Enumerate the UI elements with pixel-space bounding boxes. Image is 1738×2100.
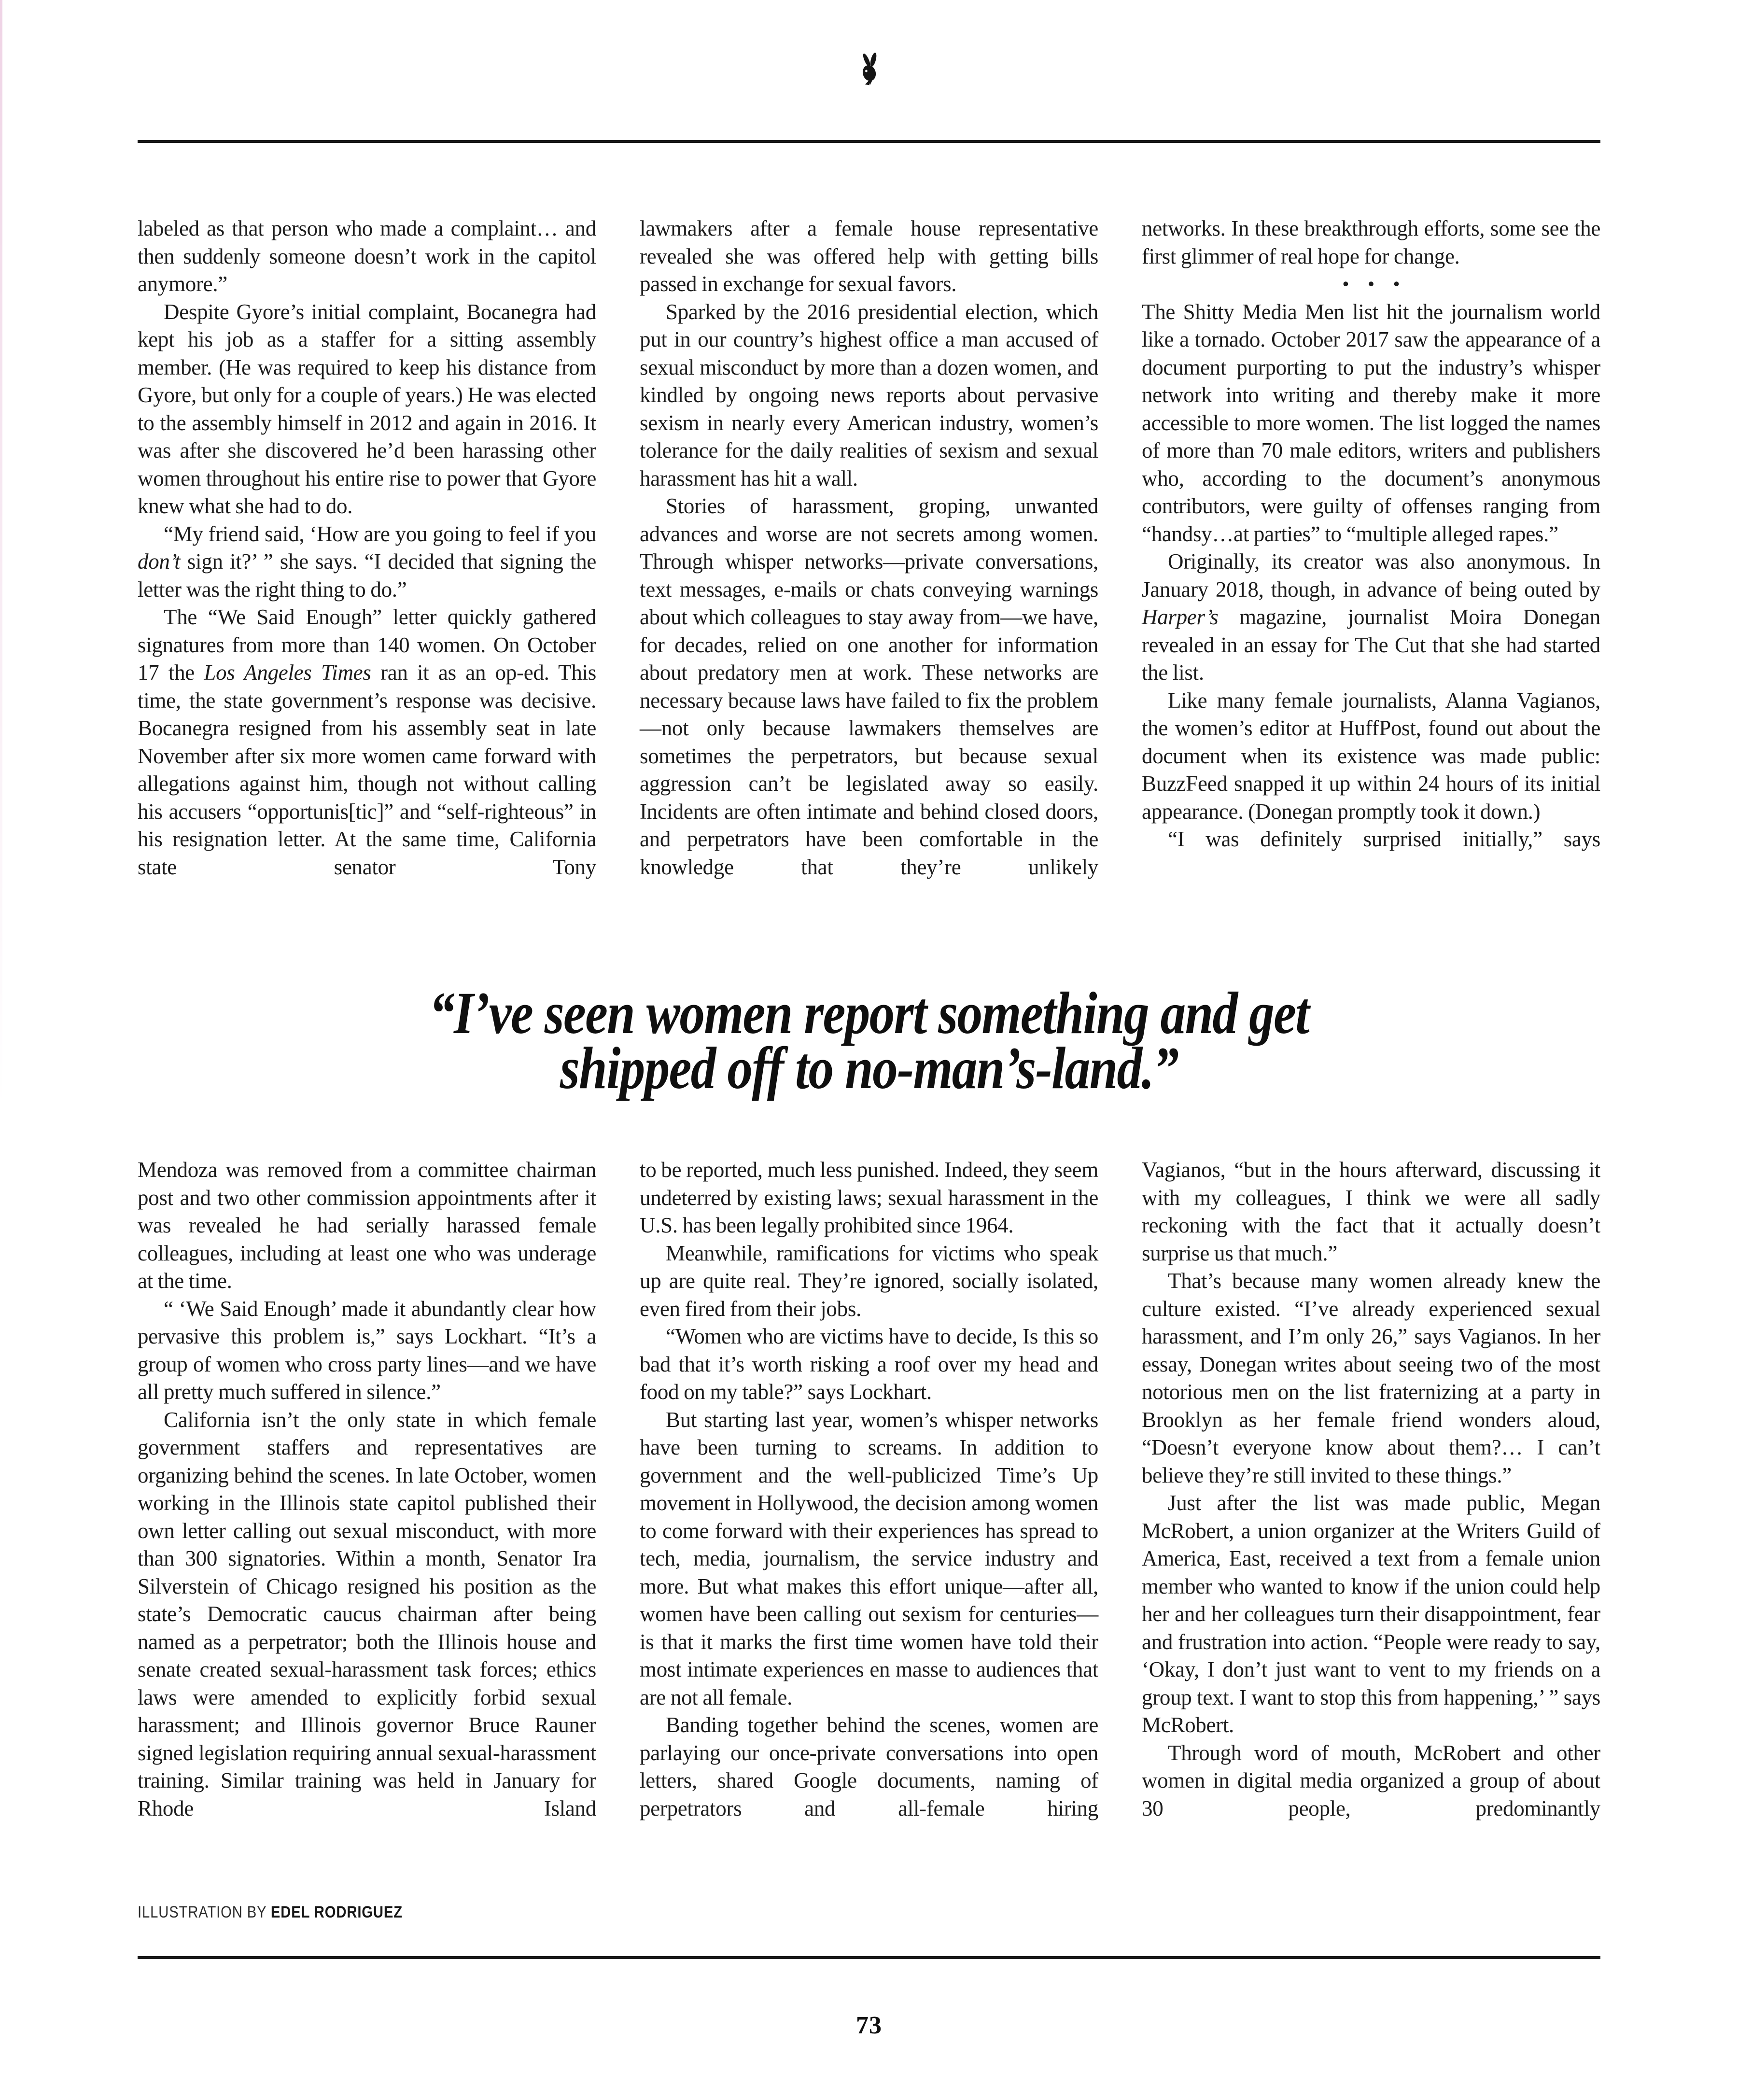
- body-paragraph: [640, 1711, 1098, 1822]
- text-column: [1142, 1156, 1600, 1888]
- text-run: Mendoza was removed from a committee chairman post and two other commission appointments after it was revealed he had serially harassed female colleagues, including at least one who was underage at the time.: [138, 1158, 596, 1293]
- body-paragraph: [138, 1295, 596, 1406]
- body-paragraph: [1142, 548, 1600, 687]
- text-run: Despite Gyore’s initial complaint, Bocanegra had kept his job as a staffer for a sitting assembly member. (He was required to keep his distance from Gyore, but only for a couple of years.) He was elected to the assembly himself in 2012 and again in 2016. It was after she discovered he’d been harassing other women throughout his entire rise to power that Gyore knew what she had to do.: [138, 299, 596, 518]
- bunny-icon: [857, 52, 881, 89]
- body-paragraph: [1142, 1156, 1600, 1267]
- text-run: Stories of harassment, groping, unwanted advances and worse are not secrets among women. Through whisper networks—private conversations, text messages, e-mails or chats conveying warnings about which colleagues to stay away from—we have, for decades, relied on one another for information about predatory men at work. These networks are necessary because laws have failed to fix the problem—not only because lawmakers themselves are sometimes the perpetrators, but because sexual aggression can’t be legislated away so easily. Incidents are often intimate and behind closed doors, and perpetrators have been comfortable in the knowledge that they’re unlikely: [640, 494, 1098, 879]
- pull-quote-line-1: “I’ve seen women report something and get: [429, 980, 1309, 1046]
- body-paragraph: [640, 1323, 1098, 1406]
- text-run: to be reported, much less punished. Indeed, they seem undeterred by existing laws; sexual harassment in the U.S. has been legally prohibited since 1964.: [640, 1158, 1098, 1237]
- article-top-section: [138, 215, 1600, 941]
- playboy-bunny-logo: [857, 52, 881, 89]
- body-paragraph: [640, 1156, 1098, 1240]
- text-run: Vagianos, “but in the hours afterward, discussing it with my colleagues, I think we were all sadly reckoning with the fact that it actually doesn’t surprise us that much.”: [1142, 1158, 1600, 1265]
- body-paragraph: [138, 215, 596, 298]
- italic-text-run: Los Angeles Times: [204, 660, 371, 685]
- text-run: That’s because many women already knew the culture existed. “I’ve already experienced sexual harassment, and I’m only 26,” says Vagianos. In her essay, Donegan writes about seeing two of the most notorious men on the list fraternizing at a party in Brooklyn as her female friend wonders aloud, “Doesn’t everyone know about them?… I can’t believe they’re still invited to these things.”: [1142, 1269, 1600, 1487]
- text-run: Sparked by the 2016 presidential election, which put in our country’s highest office a man accused of sexual misconduct by more than a dozen women, and kindled by ongoing news reports about pervasive sexism in nearly every American industry, women’s tolerance for the daily realities of sexism and sexual harassment has hit a wall.: [640, 299, 1098, 490]
- credit-prefix: ILLUSTRATION BY: [138, 1903, 271, 1921]
- pull-quote-line-2: shipped off to no-man’s-land.”: [560, 1035, 1178, 1101]
- body-paragraph: [640, 1406, 1098, 1712]
- body-paragraph: [640, 1240, 1098, 1323]
- body-paragraph: [1142, 826, 1600, 854]
- illustration-credit: [138, 1903, 403, 1922]
- body-paragraph: [1142, 1267, 1600, 1489]
- body-paragraph: [138, 520, 596, 604]
- text-column: [138, 1156, 596, 1888]
- text-run: Through word of mouth, McRobert and other women in digital media organized a group of about 30 people, predominantly: [1142, 1740, 1600, 1820]
- text-run: “ ‘We Said Enough’ made it abundantly clear how pervasive this problem is,” says Lockhart. “It’s a group of women who cross party lines—and we have all pretty much suffered in silence.”: [138, 1296, 596, 1404]
- text-run: Like many female journalists, Alanna Vagianos, the women’s editor at HuffPost, found out about the document when its existence was made public: BuzzFeed snapped it up within 24 hours of its initial appearance. (Donegan promptly took it down.): [1142, 688, 1600, 824]
- italic-text-run: Harper’s: [1142, 605, 1219, 629]
- text-run: Banding together behind the scenes, women are parlaying our once-private conversations into open letters, shared Google documents, naming of perpetrators and all-female hiring: [640, 1713, 1098, 1820]
- bottom-divider-rule: [138, 1956, 1600, 1959]
- text-run: networks. In these breakthrough efforts, some see the first glimmer of real hope for change.: [1142, 216, 1600, 268]
- left-edge-stripe: [0, 0, 2, 1110]
- body-paragraph: [138, 1406, 596, 1823]
- text-column: [138, 215, 596, 941]
- top-divider-rule: [138, 140, 1600, 143]
- section-break-dots: [1142, 270, 1600, 298]
- text-run: The Shitty Media Men list hit the journalism world like a tornado. October 2017 saw the appearance of a document purporting to put the industry’s whisper network into writing and thereby make it more accessible to more women. The list logged the names of more than 70 male editors, writers and publishers who, according to the document’s anonymous contributors, were guilty of offenses ranging from “handsy…at parties” to “multiple alleged rapes.”: [1142, 299, 1600, 546]
- page-number: 73: [856, 2012, 882, 2039]
- text-run: lawmakers after a female house representative revealed she was offered help with getting bills passed in exchange for sexual favors.: [640, 216, 1098, 296]
- text-run: ran it as an op-ed. This time, the state government’s response was decisive. Bocanegra resigned from his assembly seat in late November after six more women came forward with allegations against him, though not without calling his accusers “opportunis[tic]” and “self-righteous” in his resignation letter. At the same time, California state senator Tony: [138, 660, 596, 879]
- text-run: Originally, its creator was also anonymous. In January 2018, though, in advance of being outed by: [1142, 549, 1600, 602]
- body-paragraph: [138, 1156, 596, 1295]
- text-run: Just after the list was made public, Megan McRobert, a union organizer at the Writers Guild of America, East, received a text from a female union member who wanted to know if the union could help her and her colleagues turn their disappointment, fear and frustration into action. “People were ready to say, ‘Okay, I don’t just want to vent to my friends on a group text. I want to stop this from happening,’ ” says McRobert.: [1142, 1491, 1600, 1737]
- text-run: magazine, journalist Moira Donegan revealed in an essay for The Cut that she had started the list.: [1142, 605, 1600, 685]
- text-run: • • •: [1343, 274, 1407, 294]
- text-run: California isn’t the only state in which female government staffers and representatives are organizing behind the scenes. In late October, women working in the Illinois state capitol published their own letter calling out sexual misconduct, with more than 300 signatories. Within a month, Senator Ira Silverstein of Chicago resigned his position as the state’s Democratic caucus chairman after being named as a perpetrator; both the Illinois house and senate created sexual-harassment task forces; ethics laws were amended to explicitly forbid sexual harassment; and Illinois governor Bruce Rauner signed legislation requiring annual sexual-harassment training. Similar training was held in January for Rhode Island: [138, 1407, 596, 1820]
- body-paragraph: [640, 215, 1098, 298]
- text-column: [640, 1156, 1098, 1888]
- pull-quote: [130, 980, 1608, 1101]
- body-paragraph: [640, 492, 1098, 881]
- article-bottom-section: [138, 1156, 1600, 1888]
- body-paragraph: [1142, 215, 1600, 270]
- text-run: Meanwhile, ramifications for victims who speak up are quite real. They’re ignored, socially isolated, even fired from their jobs.: [640, 1241, 1098, 1321]
- body-paragraph: [1142, 298, 1600, 548]
- text-run: The “We Said Enough” letter quickly gathered signatures from more than 140 women. On October 17 the: [138, 605, 596, 685]
- text-run: sign it?’ ” she says. “I decided that signing the letter was the right thing to do.”: [138, 549, 596, 602]
- body-paragraph: [1142, 1489, 1600, 1739]
- body-paragraph: [138, 298, 596, 520]
- text-run: “My friend said, ‘How are you going to feel if you: [164, 521, 596, 546]
- text-run: “Women who are victims have to decide, Is this so bad that it’s worth risking a roof over my head and food on my table?” says Lockhart.: [640, 1324, 1098, 1404]
- text-run: labeled as that person who made a complaint… and then suddenly someone doesn’t work in the capitol anymore.”: [138, 216, 596, 296]
- italic-text-run: don’t: [138, 549, 181, 574]
- text-run: But starting last year, women’s whisper networks have been turning to screams. In addition to government and the well-publicized Time’s Up movement in Hollywood, the decision among women to come forward with their experiences has spread to tech, media, journalism, the service industry and more. But what makes this effort unique—after all, women have been calling out sexism for centuries—is that it marks the first time women have told their most intimate experiences en masse to audiences that are not all female.: [640, 1407, 1098, 1709]
- text-column: [1142, 215, 1600, 941]
- body-paragraph: [640, 298, 1098, 493]
- body-paragraph: [138, 603, 596, 881]
- body-paragraph: [1142, 687, 1600, 826]
- text-run: “I was definitely surprised initially,” says: [1168, 827, 1600, 851]
- body-paragraph: [1142, 1739, 1600, 1823]
- credit-name: EDEL RODRIGUEZ: [270, 1903, 403, 1921]
- text-column: [640, 215, 1098, 941]
